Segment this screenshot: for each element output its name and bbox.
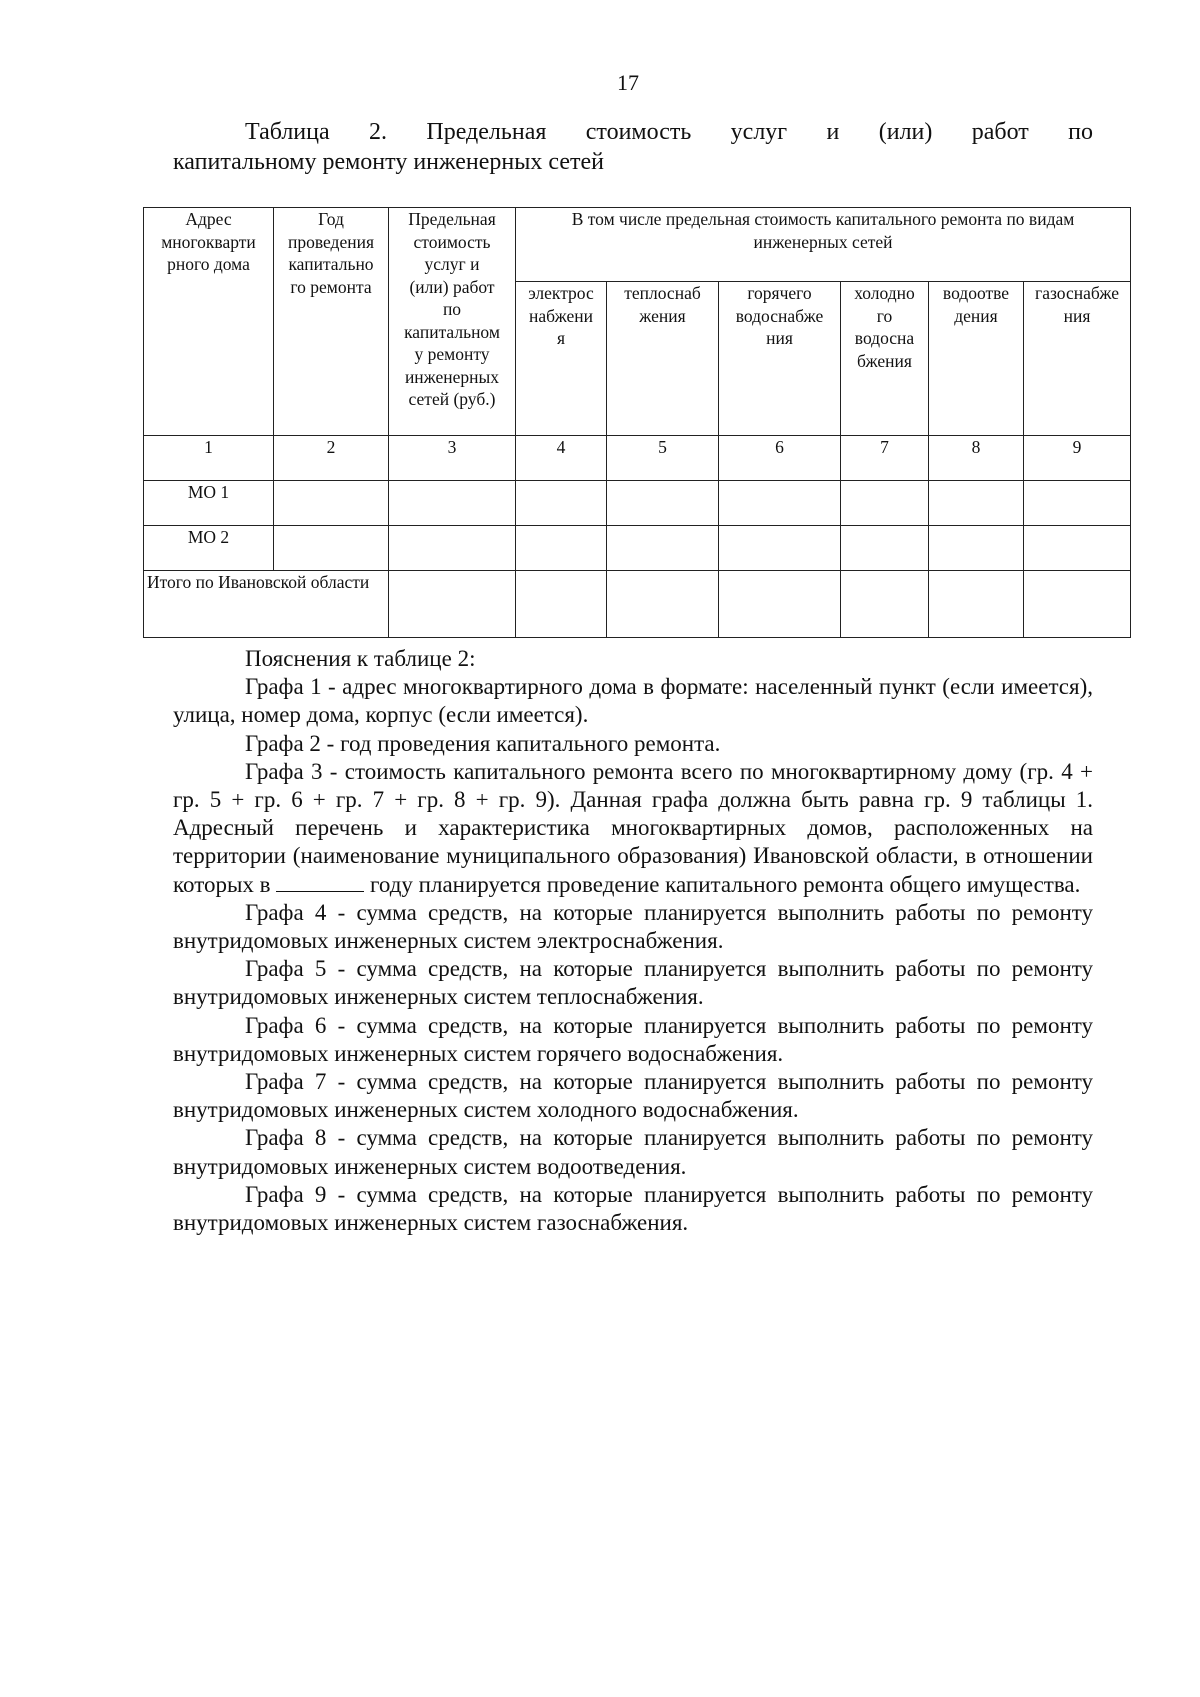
note-graph-8: Графа 8 - сумма средств, на которые планируется выполнить работы по ремонту внутридомовых инженерных систем водоотведения.	[173, 1125, 1093, 1179]
table-cell	[389, 526, 516, 571]
header-hot-water: горячего водоснабже ния	[719, 282, 841, 436]
table-cell	[841, 526, 929, 571]
table-cell	[1024, 571, 1131, 638]
table-cell	[607, 571, 719, 638]
table-cell	[389, 481, 516, 526]
notes-heading: Пояснения к таблице 2:	[245, 646, 476, 671]
column-number: 5	[607, 436, 719, 481]
table-notes	[173, 645, 1093, 1237]
capital-repair-cost-table	[143, 207, 1131, 638]
table-row	[144, 526, 1131, 571]
table-row	[144, 481, 1131, 526]
total-row	[144, 571, 1131, 638]
note-graph-6: Графа 6 - сумма средств, на которые планируется выполнить работы по ремонту внутридомовых инженерных систем горячего водоснабжения.	[173, 1012, 1093, 1066]
header-address: Адрес многокварти рного дома	[144, 208, 274, 436]
table-cell	[841, 571, 929, 638]
header-gas: газоснабже ния	[1024, 282, 1131, 436]
note-graph-1: Графа 1 - адрес многоквартирного дома в формате: населенный пункт (если имеется), улица, номер дома, корпус (если имеется).	[173, 674, 1093, 728]
table-cell	[929, 571, 1024, 638]
table-cell	[929, 481, 1024, 526]
table-cell	[516, 481, 607, 526]
column-number: 6	[719, 436, 841, 481]
table-title-line-2: капитальному ремонту инженерных сетей	[173, 149, 604, 175]
column-number: 3	[389, 436, 516, 481]
table-cell	[274, 481, 389, 526]
column-number: 4	[516, 436, 607, 481]
header-sewerage: водоотве дения	[929, 282, 1024, 436]
row-label: МО 2	[144, 526, 274, 571]
column-number: 1	[144, 436, 274, 481]
column-number: 2	[274, 436, 389, 481]
header-year: Год проведения капитально го ремонта	[274, 208, 389, 436]
table-cell	[1024, 526, 1131, 571]
note-graph-3: Графа 3 - стоимость капитального ремонта всего по многоквартирному дому (гр. 4 + гр. 5 + гр. 6 + гр. 7 + гр. 8 + гр. 9). Данная графа должна быть равна гр. 9 таблицы 1. Адресный перечень и характеристика многоквартирных домов, расположенных на территории (наименование муниципального образования) Ивановской области, в отношении которых в году планируется проведение капитального ремонта общего имущества.	[173, 758, 1093, 897]
header-total-cost: Предельная стоимость услуг и (или) работ по капитальном у ремонту инженерных сетей (руб.)	[389, 208, 516, 436]
note-graph-7: Графа 7 - сумма средств, на которые планируется выполнить работы по ремонту внутридомовых инженерных систем холодного водоснабжения.	[173, 1069, 1093, 1123]
table-cell	[274, 526, 389, 571]
note-graph-5: Графа 5 - сумма средств, на которые планируется выполнить работы по ремонту внутридомовых инженерных систем теплоснабжения.	[173, 956, 1093, 1010]
column-number: 8	[929, 436, 1024, 481]
note-graph-4: Графа 4 - сумма средств, на которые планируется выполнить работы по ремонту внутридомовых инженерных систем электроснабжения.	[173, 899, 1093, 954]
page-number: 17	[617, 70, 639, 95]
header-group-by-network: В том числе предельная стоимость капитального ремонта по видам инженерных сетей	[516, 208, 1131, 282]
table-cell	[929, 526, 1024, 571]
header-cold-water: холодно го водосна бжения	[841, 282, 929, 436]
column-number: 7	[841, 436, 929, 481]
header-heating: теплоснаб жения	[607, 282, 719, 436]
note-graph-9: Графа 9 - сумма средств, на которые планируется выполнить работы по ремонту внутридомовых инженерных систем газоснабжения.	[173, 1181, 1093, 1236]
row-label: МО 1	[144, 481, 274, 526]
note-graph-2: Графа 2 - год проведения капитального ремонта.	[245, 730, 721, 756]
total-row-label: Итого по Ивановской области	[144, 571, 389, 638]
header-electricity: электрос набжени я	[516, 282, 607, 436]
table-cell	[607, 481, 719, 526]
table-cell	[719, 526, 841, 571]
table-title	[173, 117, 1093, 177]
table-cell	[607, 526, 719, 571]
table-cell	[516, 571, 607, 638]
table-title-line-1: Таблица 2. Предельная стоимость услуг и (или) работ по	[245, 119, 1093, 145]
table-cell	[719, 481, 841, 526]
column-number: 9	[1024, 436, 1131, 481]
table-cell	[719, 571, 841, 638]
year-blank-line	[276, 873, 364, 892]
table-cell	[516, 526, 607, 571]
table-cell	[389, 571, 516, 638]
table-cell	[1024, 481, 1131, 526]
table-cell	[841, 481, 929, 526]
column-number-row	[144, 436, 1131, 481]
